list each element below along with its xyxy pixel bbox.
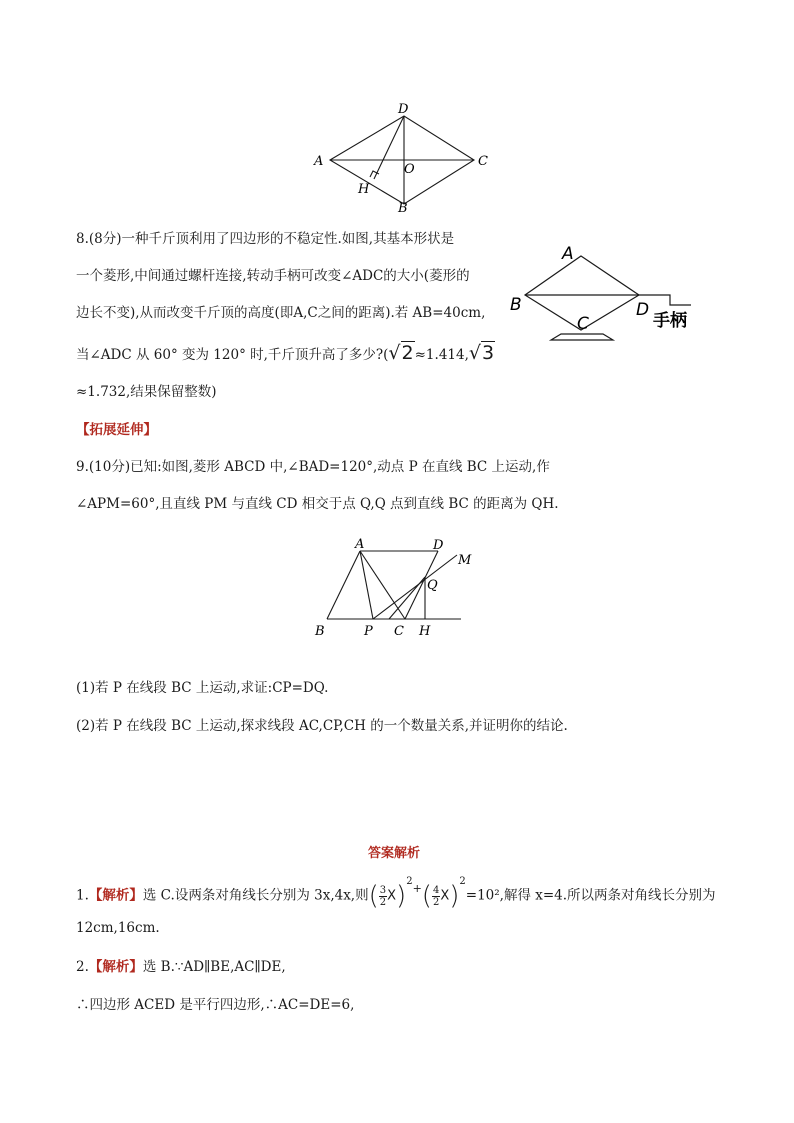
sqrt2-expr: √2 — [388, 342, 414, 364]
label-d: D — [398, 102, 409, 117]
answer-1-number: 1. — [76, 887, 89, 904]
rhombus-figure — [300, 100, 500, 215]
answer-1-text-b: =10²,解得 x=4.所以两条对角线长分别为 — [465, 887, 716, 904]
label-h: H — [358, 182, 370, 197]
jack-base — [551, 334, 613, 340]
plus-sign: + — [412, 881, 422, 895]
section-extension: 【拓展延伸】 — [76, 422, 157, 438]
q9-part-2: (2)若 P 在线段 BC 上运动,探求线段 AC,CP,CH 的一个数量关系,并证明你的结论. — [76, 718, 568, 734]
sqrt2-radicand: 2 — [401, 342, 414, 364]
label-handle: 手柄 — [653, 311, 687, 331]
fraction-4-2: $\frac{4}{2}$ — [432, 884, 440, 908]
label-d: D — [433, 538, 444, 553]
label-jack-a: A — [562, 244, 574, 264]
fraction-3-2: $\frac{3}{2}$ — [379, 884, 387, 908]
label-o: O — [404, 162, 415, 177]
label-jack-c: C — [577, 314, 589, 334]
q8-line-4 — [76, 343, 495, 365]
answers-title: 答案解析 — [368, 846, 421, 861]
label-a: A — [314, 154, 324, 169]
q8-approx-1: ≈1.414, — [414, 347, 469, 363]
label-p: P — [364, 624, 373, 639]
jack-figure — [505, 240, 705, 350]
segment-cq-ext — [389, 577, 425, 619]
label-jack-d: D — [636, 300, 650, 320]
answer-2-text: 选 B.∵AD∥BE,AC∥DE, — [142, 959, 286, 975]
answer-2-line-1 — [76, 957, 286, 977]
label-a: A — [355, 537, 365, 552]
label-b: B — [315, 624, 325, 639]
var-x-1: X — [387, 888, 397, 904]
q9-line-1: 9.(10分)已知:如图,菱形 ABCD 中,∠BAD=120°,动点 P 在直线 BC 上运动,作 — [76, 459, 550, 475]
q9-part-1: (1)若 P 在线段 BC 上运动,求证:CP=DQ. — [76, 680, 329, 696]
q8-line-2: 一个菱形,中间通过螺杆连接,转动手柄可改变∠ADC的大小(菱形的 — [76, 268, 470, 284]
exponent-1: 2 — [406, 876, 413, 887]
q8-line-1: 8.(8分)一种千斤顶利用了四边形的不稳定性.如图,其基本形状是 — [76, 231, 455, 247]
answer-2-tag: 【解析】 — [88, 959, 143, 975]
sqrt3-expr: √3 — [468, 342, 495, 364]
label-b: B — [398, 201, 408, 215]
ray-pm — [373, 555, 457, 619]
q8-line-4-text: 当∠ADC 从 60° 变为 120° 时,千斤顶升高了多少?( — [76, 347, 389, 363]
q8-line-5: ≈1.732,结果保留整数) — [76, 384, 217, 400]
answer-1-tag: 【解析】 — [88, 887, 143, 904]
sqrt3-radicand: 3 — [482, 342, 495, 364]
label-c: C — [478, 154, 488, 169]
label-jack-b: B — [510, 295, 522, 315]
q8-line-3: 边长不变),从而改变千斤顶的高度(即A,C之间的距离).若 AB=40cm, — [76, 305, 486, 321]
label-h: H — [419, 624, 431, 639]
label-q: Q — [427, 578, 438, 593]
label-m: M — [458, 553, 472, 568]
label-c: C — [394, 624, 404, 639]
exponent-2: 2 — [459, 876, 466, 887]
rhombus-moving-point-figure — [305, 535, 480, 645]
side-ab — [327, 551, 360, 619]
answer-2-number: 2. — [76, 959, 89, 975]
q9-line-2: ∠APM=60°,且直线 PM 与直线 CD 相交于点 Q,Q 点到直线 BC 的距离为 QH. — [76, 496, 559, 512]
answer-2-line-2: ∴四边形 ACED 是平行四边形,∴AC=DE=6, — [76, 997, 355, 1013]
answer-1-text: 选 C.设两条对角线长分别为 3x,4x,则 — [142, 887, 369, 904]
answer-1-line-2: 12cm,16cm. — [76, 920, 160, 936]
answer-1-line-1: 1.【解析】选 C.设两条对角线长分别为 3x,4x,则( $\frac{3}{2}$ X)$^{2+}$( $\frac{4}{2}$ X)$^2$=10²,解得 x=4.所以两条对角线长分别为 — [76, 876, 716, 911]
var-x-2: X — [440, 888, 450, 904]
